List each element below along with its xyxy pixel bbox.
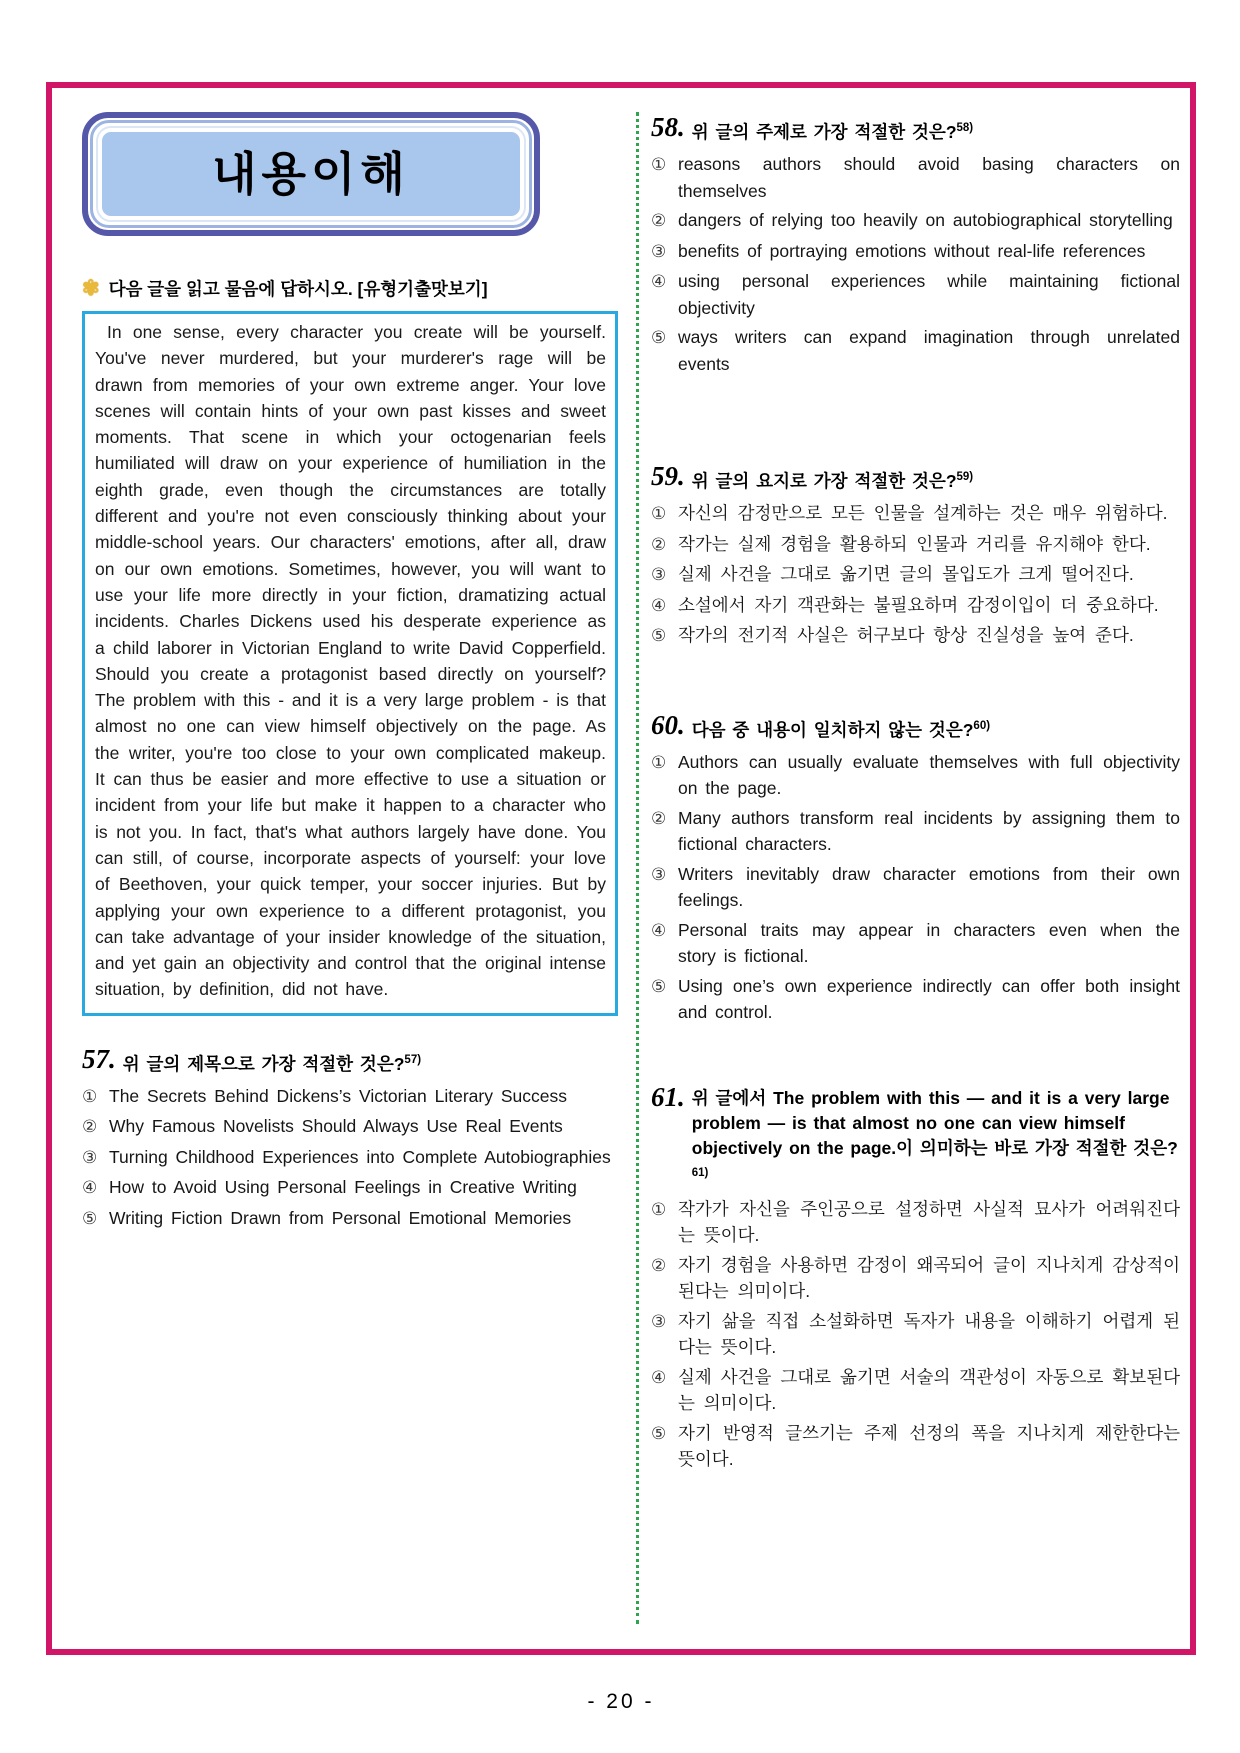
question-61-quoted-sentence: The problem with this — and it is a very large problem — is that almost no one can view himself objectively on the page. — [691, 1087, 1170, 1158]
question-58 — [651, 114, 1180, 377]
question-57-option-2 — [82, 1113, 618, 1141]
option-marker: ④ — [651, 595, 667, 615]
option-text: using personal experiences while maintaining fictional objectivity — [678, 271, 1180, 318]
option-marker: ④ — [651, 1367, 667, 1387]
reading-passage-text: In one sense, every character you create will be yourself. You've never murdered, but your murderer's rage will be drawn from memories of your own extreme anger. Your love scenes will contain hints of your own past kisses and sweet moments. That scene in which your octogenarian feels humiliated will draw on your experience of humiliation in the eighth grade, even though the circumstances are totally different and you're not even consciously thinking about your middle-school years. Our characters' emotions, after all, draw on our own emotions. Sometimes, however, you will want to use your life more directly in your fiction, dramatizing actual incidents. Charles Dickens used his desperate experience as a child laborer in Victorian England to write David Copperfield. Should you create a protagonist based directly on yourself? The problem with this - and it is a very large problem - is that almost no one can view himself objectively on the page. As the writer, you're too close to your own complicated makeup. It can thus be easier and more effective to use a situation or incident from your life but make it happen to a character who is not you. In fact, that's what authors largely have done. You can still, of course, incorporate aspects of yourself: your love of Beethoven, your quick temper, your soccer injuries. But by applying your own experience to a different protagonist, you can take advantage of your insider knowledge of the situation, and yet gain an objectivity and control that the original intense situation, by definition, did not have. — [95, 322, 606, 1000]
question-59-option-2 — [651, 531, 1180, 559]
option-text: Turning Childhood Experiences into Complete Autobiographies — [109, 1146, 611, 1167]
option-text: Writing Fiction Drawn from Personal Emotional Memories — [109, 1207, 572, 1228]
option-text: benefits of portraying emotions without real-life references — [678, 240, 1146, 261]
question-60-footnote: 60) — [973, 719, 991, 732]
question-59-option-5 — [651, 622, 1180, 650]
option-text: Authors can usually evaluate themselves with full objectivity on the page. — [678, 751, 1180, 798]
question-60-stem: 다음 중 내용이 일치하지 않는 것은?$^{60)}$ — [691, 719, 991, 740]
question-60-option-4 — [651, 917, 1180, 970]
option-marker: ③ — [82, 1147, 98, 1167]
question-58-option-1 — [651, 151, 1180, 204]
option-marker: ② — [82, 1117, 98, 1137]
option-marker: ① — [651, 1199, 667, 1219]
question-61-stem: 위 글에서 The problem with this — and it is a very large problem — is that almost no one can view himself objectively on the page.이 의미하는 바로 가장 적절한 것은?$^{61)}$ — [691, 1087, 1178, 1179]
option-marker: ② — [651, 1255, 667, 1275]
question-57-option-1 — [82, 1083, 618, 1111]
question-60-option-5 — [651, 973, 1180, 1026]
question-59-option-4 — [651, 592, 1180, 620]
option-text: dangers of relying too heavily on autobiographical storytelling — [678, 210, 1173, 230]
option-text: Why Famous Novelists Should Always Use Real Events — [109, 1116, 563, 1137]
option-text: 작가가 자신을 주인공으로 설정하면 사실적 묘사가 어려워진다는 뜻이다. — [678, 1198, 1180, 1245]
option-text: ways writers can expand imagination through unrelated events — [678, 327, 1180, 374]
question-58-number: 58. — [651, 112, 685, 142]
option-text: 자기 반영적 글쓰기는 주제 선정의 폭을 지나치게 제한한다는 뜻이다. — [678, 1422, 1180, 1469]
option-marker: ③ — [651, 864, 667, 884]
option-marker: ② — [651, 808, 667, 828]
section-title: 내용이해 — [100, 130, 522, 218]
question-61-number: 61. — [651, 1081, 685, 1112]
question-57-option-5 — [82, 1205, 618, 1233]
option-marker: ④ — [651, 920, 667, 940]
option-marker: ⑤ — [651, 328, 667, 347]
option-marker: ③ — [651, 565, 667, 584]
question-60 — [651, 709, 1180, 1026]
right-column — [651, 112, 1180, 1649]
question-58-footnote: 58) — [956, 122, 974, 134]
option-text: Many authors transform real incidents by assigning them to fictional characters. — [678, 807, 1180, 854]
option-text: How to Avoid Using Personal Feelings in Creative Writing — [109, 1177, 577, 1198]
question-61-option-3 — [651, 1308, 1180, 1361]
option-marker: ⑤ — [651, 1423, 667, 1443]
question-57-stem: 위 글의 제목으로 가장 적절한 것은?$^{57)}$ — [122, 1053, 422, 1074]
option-text: 자기 삶을 직접 소설화하면 독자가 내용을 이해하기 어렵게 된다는 뜻이다. — [678, 1310, 1180, 1357]
question-58-stem: 위 글의 주제로 가장 적절한 것은?$^{58)}$ — [691, 122, 974, 142]
question-59-footnote: 59) — [956, 471, 974, 483]
option-marker: ④ — [82, 1178, 98, 1198]
question-61-footnote: 61) — [691, 1166, 709, 1179]
option-text: 실제 사건을 그대로 옮기면 서술의 객관성이 자동으로 확보된다는 의미이다. — [678, 1366, 1180, 1413]
question-59-option-3 — [651, 561, 1180, 589]
option-text: 자신의 감정만으로 모든 인물을 설계하는 것은 매우 위험하다. — [678, 503, 1168, 523]
option-text: Writers inevitably draw character emotions from their own feelings. — [678, 863, 1180, 910]
option-text: reasons authors should avoid basing characters on themselves — [678, 154, 1180, 201]
question-61-option-5 — [651, 1420, 1180, 1473]
option-marker: ① — [82, 1086, 98, 1106]
option-text: 자기 경험을 사용하면 감정이 왜곡되어 글이 지나치게 감상적이 된다는 의미이다. — [678, 1254, 1180, 1301]
option-marker: ② — [651, 211, 667, 230]
question-57-number: 57. — [82, 1043, 116, 1074]
option-marker: ③ — [651, 1311, 667, 1331]
option-marker: ④ — [651, 272, 667, 291]
question-60-option-1 — [651, 749, 1180, 802]
page-content — [52, 88, 1190, 1649]
question-60-number: 60. — [651, 709, 685, 740]
question-61-option-4 — [651, 1364, 1180, 1417]
question-57-footnote: 57) — [404, 1053, 422, 1066]
option-marker: ⑤ — [651, 626, 667, 645]
instruction-line — [82, 276, 618, 301]
option-marker: ② — [651, 534, 667, 554]
page-number: - 20 - — [587, 1690, 655, 1713]
question-61-option-2 — [651, 1252, 1180, 1305]
option-marker: ① — [651, 504, 667, 523]
question-59-stem: 위 글의 요지로 가장 적절한 것은?$^{59)}$ — [691, 471, 974, 491]
option-marker: ⑤ — [82, 1208, 98, 1228]
question-58-option-3 — [651, 238, 1180, 266]
question-57 — [82, 1043, 618, 1233]
question-60-option-3 — [651, 861, 1180, 914]
question-57-option-4 — [82, 1174, 618, 1202]
option-text: 실제 사건을 그대로 옮기면 글의 몰입도가 크게 떨어진다. — [678, 564, 1134, 584]
question-61-option-1 — [651, 1196, 1180, 1249]
page-frame — [46, 82, 1196, 1655]
instruction-text: 다음 글을 읽고 물음에 답하시오. [유형기출맛보기] — [108, 279, 488, 299]
question-58-option-5 — [651, 324, 1180, 377]
question-58-option-2 — [651, 207, 1180, 235]
left-column — [82, 112, 618, 1649]
section-title-plate — [82, 112, 540, 236]
option-text: Using one’s own experience indirectly can offer both insight and control. — [678, 975, 1180, 1022]
flower-icon: ✾ — [82, 277, 100, 300]
question-59 — [651, 463, 1180, 650]
option-marker: ③ — [651, 241, 667, 261]
question-61 — [651, 1081, 1180, 1473]
option-marker: ① — [651, 752, 667, 772]
option-text: 작가의 전기적 사실은 허구보다 항상 진실성을 높여 준다. — [678, 625, 1134, 645]
column-divider — [636, 112, 639, 1624]
question-59-option-1 — [651, 500, 1180, 528]
option-text: 작가는 실제 경험을 활용하되 인물과 거리를 유지해야 한다. — [678, 533, 1151, 554]
question-60-option-2 — [651, 805, 1180, 858]
question-58-option-4 — [651, 268, 1180, 321]
question-59-number: 59. — [651, 461, 685, 491]
reading-passage-box — [82, 311, 618, 1016]
option-text: 소설에서 자기 객관화는 불필요하며 감정이입이 더 중요하다. — [678, 594, 1159, 615]
option-marker: ⑤ — [651, 976, 667, 996]
option-marker: ① — [651, 155, 667, 174]
question-57-option-3 — [82, 1144, 618, 1172]
option-text: Personal traits may appear in characters even when the story is fictional. — [678, 919, 1180, 966]
option-text: The Secrets Behind Dickens’s Victorian Literary Success — [109, 1085, 567, 1106]
